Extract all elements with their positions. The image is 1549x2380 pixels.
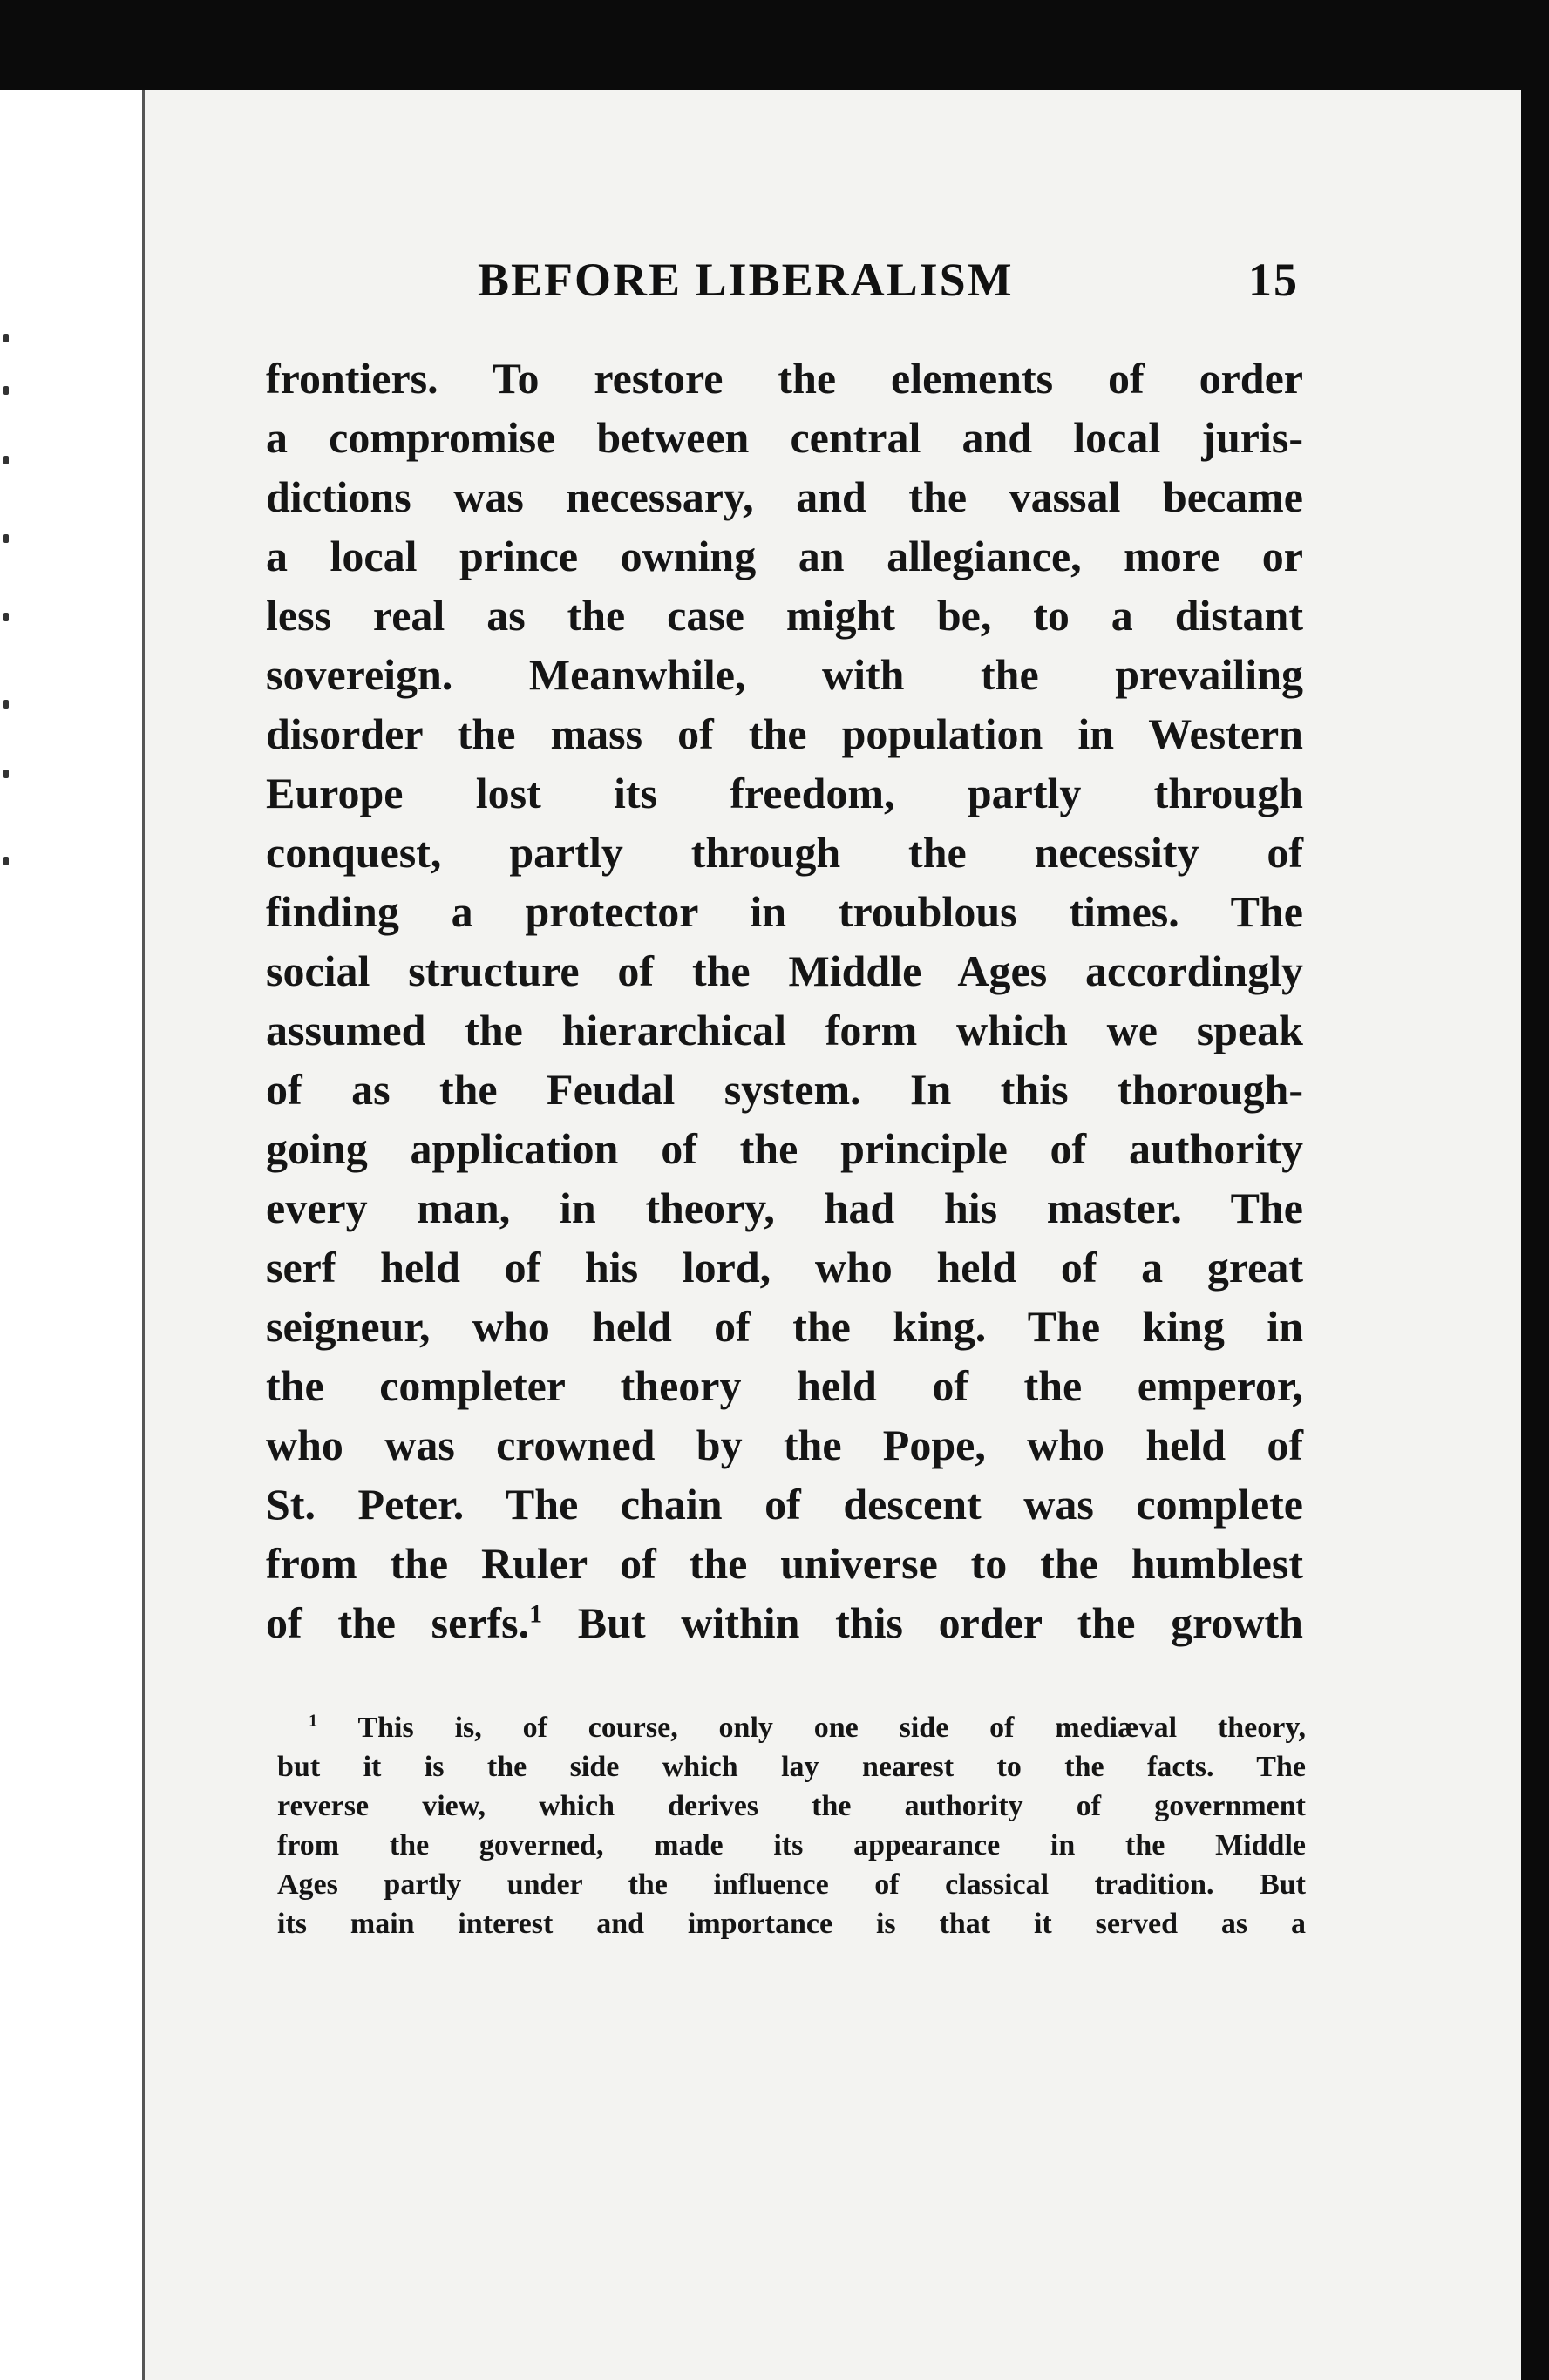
- text-before-footnote-ref: of the serfs.: [266, 1598, 530, 1647]
- text-line: serf held of his lord, who held of a great: [266, 1243, 1303, 1292]
- scan-top-border: [0, 0, 1549, 90]
- text-line: going application of the principle of authority: [266, 1124, 1303, 1173]
- footnote-line: [277, 1708, 1306, 1747]
- text-line: of as the Feudal system. In this thorough-: [266, 1065, 1303, 1114]
- text-line: disorder the mass of the population in Western: [266, 709, 1303, 758]
- text-line: a local prince owning an allegiance, more or: [266, 532, 1303, 580]
- footnote: [277, 1708, 1306, 1943]
- footnote-line: but it is the side which lay nearest to the facts. The: [277, 1751, 1306, 1783]
- text-line: seigneur, who held of the king. The king in: [266, 1302, 1303, 1351]
- text-line: sovereign. Meanwhile, with the prevailing: [266, 650, 1303, 699]
- scan-right-border: [1521, 0, 1549, 2380]
- text-after-footnote-ref: But within this order the growth: [542, 1598, 1303, 1647]
- footnote-line: from the governed, made its appearance in the Middle: [277, 1829, 1306, 1861]
- body-text: [266, 349, 1303, 1652]
- text-line: a compromise between central and local juris-: [266, 413, 1303, 462]
- footnote-line: its main interest and importance is that it served as a: [277, 1908, 1306, 1940]
- footnote-reference: 1: [529, 1599, 543, 1629]
- text-line: conquest, partly through the necessity of: [266, 828, 1303, 877]
- footnote-line: Ages partly under the influence of classical tradition. But: [277, 1868, 1306, 1901]
- text-line: from the Ruler of the universe to the humblest: [266, 1539, 1303, 1588]
- text-line: the completer theory held of the emperor,: [266, 1361, 1303, 1410]
- text-line: less real as the case might be, to a distant: [266, 591, 1303, 640]
- page-number: 15: [1248, 254, 1299, 306]
- text-line: assumed the hierarchical form which we speak: [266, 1006, 1303, 1054]
- text-line: every man, in theory, had his master. The: [266, 1183, 1303, 1232]
- text-line: frontiers. To restore the elements of order: [266, 354, 1303, 403]
- text-line: finding a protector in troublous times. The: [266, 887, 1303, 936]
- text-line: Europe lost its freedom, partly through: [266, 769, 1303, 817]
- facing-page-edge: [0, 90, 26, 2380]
- footnote-first-text: This is, of course, only one side of mediæval theory,: [317, 1712, 1306, 1744]
- text-line-last: [266, 1593, 1303, 1652]
- footnote-marker: 1: [309, 1711, 318, 1731]
- running-title: BEFORE LIBERALISM: [478, 254, 1014, 306]
- text-line: dictions was necessary, and the vassal became: [266, 472, 1303, 521]
- footnote-line: reverse view, which derives the authority of government: [277, 1790, 1306, 1822]
- text-line: who was crowned by the Pope, who held of: [266, 1421, 1303, 1469]
- page-gutter-line: [142, 90, 145, 2380]
- page-header: [478, 253, 1299, 314]
- text-line: St. Peter. The chain of descent was complete: [266, 1480, 1303, 1529]
- text-line: social structure of the Middle Ages accordingly: [266, 946, 1303, 995]
